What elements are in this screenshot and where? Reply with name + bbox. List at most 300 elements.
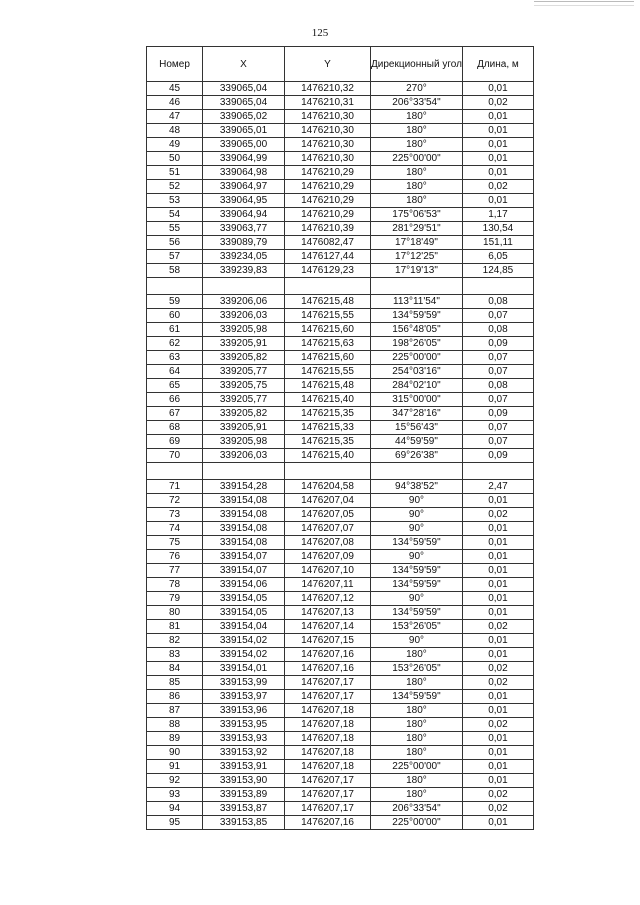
header-number: Номер	[147, 47, 203, 82]
table-row	[147, 690, 534, 704]
point-number: 72	[147, 494, 203, 508]
segment-length: 0,01	[462, 138, 533, 152]
y-coordinate: 1476210,32	[285, 82, 371, 96]
empty-cell	[371, 463, 463, 480]
table-row	[147, 124, 534, 138]
x-coordinate: 339154,07	[203, 564, 285, 578]
direction-angle: 134°59'59"	[371, 536, 463, 550]
empty-cell	[203, 463, 285, 480]
segment-length: 0,01	[462, 648, 533, 662]
table-row	[147, 222, 534, 236]
table-row	[147, 522, 534, 536]
direction-angle: 347°28'16"	[371, 407, 463, 421]
x-coordinate: 339205,82	[203, 407, 285, 421]
x-coordinate: 339065,01	[203, 124, 285, 138]
direction-angle: 113°11'54"	[371, 295, 463, 309]
y-coordinate: 1476215,55	[285, 309, 371, 323]
x-coordinate: 339154,02	[203, 634, 285, 648]
header-y: Y	[285, 47, 371, 82]
x-coordinate: 339064,97	[203, 180, 285, 194]
scan-edge-mark	[534, 1, 634, 6]
segment-length: 151,11	[462, 236, 533, 250]
x-coordinate: 339153,97	[203, 690, 285, 704]
point-number: 51	[147, 166, 203, 180]
segment-length: 0,01	[462, 124, 533, 138]
point-number: 74	[147, 522, 203, 536]
empty-cell	[285, 463, 371, 480]
point-number: 67	[147, 407, 203, 421]
point-number: 81	[147, 620, 203, 634]
y-coordinate: 1476129,23	[285, 264, 371, 278]
x-coordinate: 339064,99	[203, 152, 285, 166]
direction-angle: 90°	[371, 634, 463, 648]
x-coordinate: 339153,91	[203, 760, 285, 774]
table-row	[147, 606, 534, 620]
point-number: 45	[147, 82, 203, 96]
direction-angle: 180°	[371, 166, 463, 180]
direction-angle: 225°00'00"	[371, 152, 463, 166]
direction-angle: 15°56'43"	[371, 421, 463, 435]
y-coordinate: 1476207,17	[285, 676, 371, 690]
y-coordinate: 1476207,15	[285, 634, 371, 648]
table-row	[147, 788, 534, 802]
segment-length: 6,05	[462, 250, 533, 264]
x-coordinate: 339239,83	[203, 264, 285, 278]
segment-length: 0,01	[462, 606, 533, 620]
y-coordinate: 1476215,60	[285, 323, 371, 337]
table-row	[147, 732, 534, 746]
direction-angle: 206°33'54"	[371, 96, 463, 110]
point-number: 54	[147, 208, 203, 222]
direction-angle: 17°19'13"	[371, 264, 463, 278]
table-row	[147, 250, 534, 264]
point-number: 83	[147, 648, 203, 662]
direction-angle: 134°59'59"	[371, 578, 463, 592]
x-coordinate: 339154,08	[203, 536, 285, 550]
direction-angle: 90°	[371, 508, 463, 522]
point-number: 77	[147, 564, 203, 578]
y-coordinate: 1476207,16	[285, 816, 371, 830]
point-number: 87	[147, 704, 203, 718]
segment-length: 0,01	[462, 592, 533, 606]
segment-length: 0,01	[462, 166, 533, 180]
table-row	[147, 421, 534, 435]
segment-length: 0,01	[462, 774, 533, 788]
direction-angle: 180°	[371, 746, 463, 760]
table-row	[147, 166, 534, 180]
table-row	[147, 760, 534, 774]
direction-angle: 254°03'16"	[371, 365, 463, 379]
y-coordinate: 1476215,60	[285, 351, 371, 365]
x-coordinate: 339205,98	[203, 323, 285, 337]
x-coordinate: 339064,95	[203, 194, 285, 208]
x-coordinate: 339206,03	[203, 449, 285, 463]
segment-length: 1,17	[462, 208, 533, 222]
header-direction-angle: Дирекционный угол	[371, 47, 463, 82]
y-coordinate: 1476207,08	[285, 536, 371, 550]
table-row	[147, 746, 534, 760]
y-coordinate: 1476210,39	[285, 222, 371, 236]
x-coordinate: 339205,98	[203, 435, 285, 449]
point-number: 50	[147, 152, 203, 166]
y-coordinate: 1476207,17	[285, 774, 371, 788]
segment-length: 0,01	[462, 536, 533, 550]
y-coordinate: 1476207,10	[285, 564, 371, 578]
direction-angle: 206°33'54"	[371, 802, 463, 816]
point-number: 49	[147, 138, 203, 152]
segment-length: 0,02	[462, 788, 533, 802]
point-number: 91	[147, 760, 203, 774]
x-coordinate: 339205,91	[203, 421, 285, 435]
segment-length: 0,01	[462, 634, 533, 648]
empty-cell	[203, 278, 285, 295]
direction-angle: 225°00'00"	[371, 816, 463, 830]
x-coordinate: 339206,06	[203, 295, 285, 309]
point-number: 62	[147, 337, 203, 351]
x-coordinate: 339154,02	[203, 648, 285, 662]
point-number: 86	[147, 690, 203, 704]
direction-angle: 17°18'49"	[371, 236, 463, 250]
x-coordinate: 339153,85	[203, 816, 285, 830]
coordinates-table	[146, 46, 534, 830]
direction-angle: 180°	[371, 194, 463, 208]
table-row	[147, 138, 534, 152]
table-row	[147, 634, 534, 648]
segment-length: 0,01	[462, 704, 533, 718]
header-length: Длина, м	[462, 47, 533, 82]
table-body	[147, 82, 534, 830]
segment-length: 0,01	[462, 522, 533, 536]
table-row	[147, 351, 534, 365]
table-row	[147, 774, 534, 788]
table-row	[147, 536, 534, 550]
y-coordinate: 1476215,63	[285, 337, 371, 351]
point-number: 63	[147, 351, 203, 365]
table-row	[147, 180, 534, 194]
x-coordinate: 339153,95	[203, 718, 285, 732]
point-number: 93	[147, 788, 203, 802]
x-coordinate: 339154,05	[203, 592, 285, 606]
y-coordinate: 1476207,16	[285, 648, 371, 662]
x-coordinate: 339154,08	[203, 494, 285, 508]
y-coordinate: 1476215,55	[285, 365, 371, 379]
table-row	[147, 337, 534, 351]
point-number: 53	[147, 194, 203, 208]
segment-length: 0,01	[462, 494, 533, 508]
segment-length: 0,01	[462, 746, 533, 760]
x-coordinate: 339064,98	[203, 166, 285, 180]
point-number: 57	[147, 250, 203, 264]
y-coordinate: 1476207,11	[285, 578, 371, 592]
x-coordinate: 339234,05	[203, 250, 285, 264]
y-coordinate: 1476210,30	[285, 138, 371, 152]
y-coordinate: 1476207,16	[285, 662, 371, 676]
table-row	[147, 816, 534, 830]
direction-angle: 153°26'05"	[371, 662, 463, 676]
x-coordinate: 339153,96	[203, 704, 285, 718]
segment-length: 0,09	[462, 337, 533, 351]
point-number: 58	[147, 264, 203, 278]
direction-angle: 315°00'00"	[371, 393, 463, 407]
segment-length: 0,01	[462, 732, 533, 746]
x-coordinate: 339154,06	[203, 578, 285, 592]
group-separator-row	[147, 463, 534, 480]
direction-angle: 180°	[371, 138, 463, 152]
point-number: 47	[147, 110, 203, 124]
y-coordinate: 1476127,44	[285, 250, 371, 264]
table-row	[147, 379, 534, 393]
direction-angle: 180°	[371, 704, 463, 718]
direction-angle: 153°26'05"	[371, 620, 463, 634]
direction-angle: 90°	[371, 522, 463, 536]
point-number: 75	[147, 536, 203, 550]
y-coordinate: 1476207,05	[285, 508, 371, 522]
point-number: 59	[147, 295, 203, 309]
direction-angle: 90°	[371, 592, 463, 606]
segment-length: 0,07	[462, 365, 533, 379]
point-number: 82	[147, 634, 203, 648]
y-coordinate: 1476210,29	[285, 166, 371, 180]
table-row	[147, 592, 534, 606]
point-number: 89	[147, 732, 203, 746]
y-coordinate: 1476082,47	[285, 236, 371, 250]
segment-length: 0,01	[462, 550, 533, 564]
table-row	[147, 82, 534, 96]
y-coordinate: 1476210,29	[285, 208, 371, 222]
group-separator-row	[147, 278, 534, 295]
point-number: 68	[147, 421, 203, 435]
page-number: 125	[311, 27, 329, 39]
y-coordinate: 1476207,09	[285, 550, 371, 564]
y-coordinate: 1476210,30	[285, 110, 371, 124]
x-coordinate: 339065,04	[203, 96, 285, 110]
table-row	[147, 96, 534, 110]
y-coordinate: 1476210,31	[285, 96, 371, 110]
segment-length: 0,09	[462, 407, 533, 421]
segment-length: 0,01	[462, 82, 533, 96]
direction-angle: 180°	[371, 774, 463, 788]
empty-cell	[147, 278, 203, 295]
point-number: 48	[147, 124, 203, 138]
table-row	[147, 110, 534, 124]
table-row	[147, 480, 534, 494]
table-row	[147, 365, 534, 379]
table-row	[147, 309, 534, 323]
direction-angle: 281°29'51"	[371, 222, 463, 236]
segment-length: 0,07	[462, 351, 533, 365]
segment-length: 0,07	[462, 309, 533, 323]
x-coordinate: 339153,99	[203, 676, 285, 690]
y-coordinate: 1476210,30	[285, 152, 371, 166]
segment-length: 0,02	[462, 718, 533, 732]
table-row	[147, 718, 534, 732]
direction-angle: 284°02'10"	[371, 379, 463, 393]
segment-length: 0,08	[462, 379, 533, 393]
segment-length: 0,08	[462, 323, 533, 337]
table-row	[147, 578, 534, 592]
table-row	[147, 508, 534, 522]
segment-length: 0,01	[462, 194, 533, 208]
direction-angle: 180°	[371, 732, 463, 746]
direction-angle: 180°	[371, 648, 463, 662]
empty-cell	[462, 463, 533, 480]
point-number: 88	[147, 718, 203, 732]
table-row	[147, 620, 534, 634]
table-row	[147, 152, 534, 166]
segment-length: 0,02	[462, 676, 533, 690]
y-coordinate: 1476204,58	[285, 480, 371, 494]
x-coordinate: 339205,91	[203, 337, 285, 351]
segment-length: 0,07	[462, 421, 533, 435]
point-number: 70	[147, 449, 203, 463]
x-coordinate: 339153,89	[203, 788, 285, 802]
direction-angle: 180°	[371, 676, 463, 690]
segment-length: 0,01	[462, 578, 533, 592]
y-coordinate: 1476215,40	[285, 393, 371, 407]
x-coordinate: 339065,02	[203, 110, 285, 124]
segment-length: 0,09	[462, 449, 533, 463]
point-number: 65	[147, 379, 203, 393]
point-number: 69	[147, 435, 203, 449]
empty-cell	[371, 278, 463, 295]
table-row	[147, 449, 534, 463]
y-coordinate: 1476207,12	[285, 592, 371, 606]
x-coordinate: 339154,28	[203, 480, 285, 494]
y-coordinate: 1476215,35	[285, 407, 371, 421]
x-coordinate: 339153,92	[203, 746, 285, 760]
table-row	[147, 208, 534, 222]
y-coordinate: 1476215,40	[285, 449, 371, 463]
direction-angle: 180°	[371, 124, 463, 138]
segment-length: 0,07	[462, 435, 533, 449]
y-coordinate: 1476207,13	[285, 606, 371, 620]
point-number: 55	[147, 222, 203, 236]
direction-angle: 134°59'59"	[371, 606, 463, 620]
direction-angle: 90°	[371, 550, 463, 564]
direction-angle: 270°	[371, 82, 463, 96]
empty-cell	[285, 278, 371, 295]
direction-angle: 69°26'38"	[371, 449, 463, 463]
table-row	[147, 295, 534, 309]
segment-length: 0,02	[462, 620, 533, 634]
table-row	[147, 264, 534, 278]
direction-angle: 90°	[371, 494, 463, 508]
y-coordinate: 1476215,48	[285, 295, 371, 309]
header-x: X	[203, 47, 285, 82]
y-coordinate: 1476207,18	[285, 746, 371, 760]
point-number: 80	[147, 606, 203, 620]
direction-angle: 180°	[371, 788, 463, 802]
table-row	[147, 662, 534, 676]
point-number: 94	[147, 802, 203, 816]
segment-length: 2,47	[462, 480, 533, 494]
table-row	[147, 407, 534, 421]
point-number: 90	[147, 746, 203, 760]
y-coordinate: 1476207,18	[285, 732, 371, 746]
point-number: 92	[147, 774, 203, 788]
point-number: 64	[147, 365, 203, 379]
direction-angle: 180°	[371, 110, 463, 124]
direction-angle: 175°06'53"	[371, 208, 463, 222]
x-coordinate: 339089,79	[203, 236, 285, 250]
direction-angle: 225°00'00"	[371, 760, 463, 774]
segment-length: 0,01	[462, 690, 533, 704]
x-coordinate: 339205,82	[203, 351, 285, 365]
segment-length: 0,02	[462, 96, 533, 110]
x-coordinate: 339154,05	[203, 606, 285, 620]
x-coordinate: 339153,93	[203, 732, 285, 746]
table-row	[147, 236, 534, 250]
y-coordinate: 1476207,04	[285, 494, 371, 508]
point-number: 56	[147, 236, 203, 250]
point-number: 76	[147, 550, 203, 564]
y-coordinate: 1476207,14	[285, 620, 371, 634]
y-coordinate: 1476207,18	[285, 704, 371, 718]
point-number: 84	[147, 662, 203, 676]
x-coordinate: 339153,87	[203, 802, 285, 816]
segment-length: 130,54	[462, 222, 533, 236]
table-row	[147, 323, 534, 337]
y-coordinate: 1476207,17	[285, 690, 371, 704]
direction-angle: 17°12'25"	[371, 250, 463, 264]
table-row	[147, 802, 534, 816]
empty-cell	[147, 463, 203, 480]
point-number: 52	[147, 180, 203, 194]
x-coordinate: 339154,08	[203, 522, 285, 536]
x-coordinate: 339154,04	[203, 620, 285, 634]
x-coordinate: 339154,08	[203, 508, 285, 522]
point-number: 73	[147, 508, 203, 522]
table-header-row	[147, 47, 534, 82]
table-row	[147, 704, 534, 718]
point-number: 66	[147, 393, 203, 407]
empty-cell	[462, 278, 533, 295]
direction-angle: 156°48'05"	[371, 323, 463, 337]
point-number: 79	[147, 592, 203, 606]
table-row	[147, 676, 534, 690]
segment-length: 0,02	[462, 802, 533, 816]
direction-angle: 198°26'05"	[371, 337, 463, 351]
direction-angle: 225°00'00"	[371, 351, 463, 365]
point-number: 71	[147, 480, 203, 494]
direction-angle: 94°38'52"	[371, 480, 463, 494]
y-coordinate: 1476210,30	[285, 124, 371, 138]
x-coordinate: 339154,07	[203, 550, 285, 564]
direction-angle: 44°59'59"	[371, 435, 463, 449]
direction-angle: 134°59'59"	[371, 309, 463, 323]
point-number: 85	[147, 676, 203, 690]
y-coordinate: 1476207,18	[285, 718, 371, 732]
direction-angle: 180°	[371, 180, 463, 194]
y-coordinate: 1476210,29	[285, 194, 371, 208]
y-coordinate: 1476210,29	[285, 180, 371, 194]
x-coordinate: 339153,90	[203, 774, 285, 788]
x-coordinate: 339065,04	[203, 82, 285, 96]
y-coordinate: 1476215,48	[285, 379, 371, 393]
y-coordinate: 1476207,07	[285, 522, 371, 536]
point-number: 78	[147, 578, 203, 592]
point-number: 95	[147, 816, 203, 830]
point-number: 46	[147, 96, 203, 110]
x-coordinate: 339064,94	[203, 208, 285, 222]
y-coordinate: 1476215,33	[285, 421, 371, 435]
direction-angle: 134°59'59"	[371, 564, 463, 578]
table-row	[147, 194, 534, 208]
segment-length: 0,01	[462, 152, 533, 166]
y-coordinate: 1476207,17	[285, 802, 371, 816]
x-coordinate: 339065,00	[203, 138, 285, 152]
segment-length: 0,02	[462, 180, 533, 194]
